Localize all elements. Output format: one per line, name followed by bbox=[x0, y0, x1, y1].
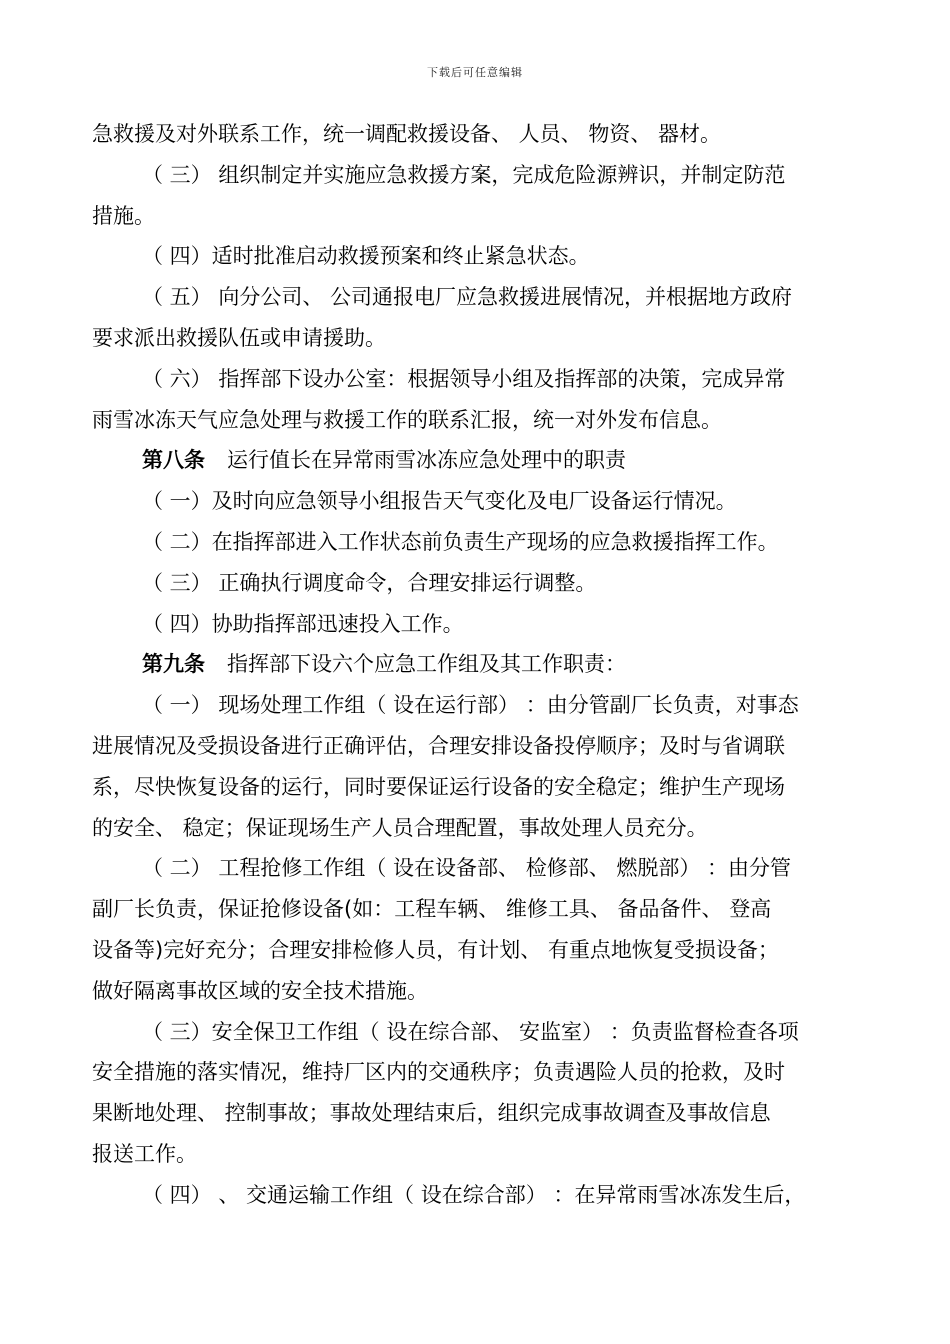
text-line bbox=[92, 1175, 862, 1216]
text-line bbox=[92, 563, 862, 604]
line-text: （ 一） 现场处理工作组（ 设在运行部） ：由分管副厂长负责，对事态 bbox=[142, 693, 799, 718]
article-title: 运行值长在异常雨雪冰冻应急处理中的职责 bbox=[227, 448, 626, 473]
text-line bbox=[92, 604, 862, 645]
line-text: 报送工作。 bbox=[92, 1141, 197, 1166]
line-text: 要求派出救援队伍或申请援助。 bbox=[92, 325, 386, 350]
line-text: 设备等)完好充分；合理安排检修人员，有计划、 有重点地恢复受损设备； bbox=[92, 937, 779, 962]
text-line bbox=[92, 1052, 862, 1093]
text-line bbox=[92, 726, 862, 767]
line-text: 雨雪冰冻天气应急处理与救援工作的联系汇报，统一对外发布信息。 bbox=[92, 407, 722, 432]
text-line bbox=[92, 277, 862, 318]
line-text: 安全措施的落实情况，维持厂区内的交通秩序；负责遇险人员的抢救，及时 bbox=[92, 1060, 785, 1085]
text-line bbox=[92, 971, 862, 1012]
page-header: 下载后可任意编辑 bbox=[427, 66, 523, 79]
article-number: 第八条 bbox=[142, 448, 205, 473]
text-line bbox=[92, 889, 862, 930]
line-text: （ 四）适时批准启动救援预案和终止紧急状态。 bbox=[142, 244, 590, 269]
text-line bbox=[92, 481, 862, 522]
line-text: （ 一）及时向应急领导小组报告天气变化及电厂设备运行情况。 bbox=[142, 489, 737, 514]
text-line bbox=[92, 1093, 862, 1134]
line-text: 副厂长负责，保证抢修设备(如：工程车辆、 维修工具、 备品备件、 登高 bbox=[92, 897, 772, 922]
article-number: 第九条 bbox=[142, 652, 205, 677]
document-body bbox=[92, 114, 862, 1216]
text-line bbox=[92, 400, 862, 441]
line-text: （ 五） 向分公司、 公司通报电厂应急救援进展情况，并根据地方政府 bbox=[142, 285, 793, 310]
text-line bbox=[92, 1012, 862, 1053]
text-line bbox=[92, 236, 862, 277]
line-text: 果断地处理、 控制事故；事故处理结束后，组织完成事故调查及事故信息 bbox=[92, 1101, 771, 1126]
line-text: （ 二） 工程抢修工作组（ 设在设备部、 检修部、 燃脱部） ：由分管 bbox=[142, 856, 792, 881]
line-text: （ 三）安全保卫工作组（ 设在综合部、 安监室） ：负责监督检查各项 bbox=[142, 1019, 799, 1044]
text-line bbox=[92, 848, 862, 889]
text-line bbox=[92, 522, 862, 563]
line-text: 进展情况及受损设备进行正确评估，合理安排设备投停顺序；及时与省调联 bbox=[92, 733, 785, 758]
text-line bbox=[92, 114, 862, 155]
line-text: 系，尽快恢复设备的运行，同时要保证运行设备的安全稳定；维护生产现场 bbox=[92, 774, 785, 799]
line-text: 做好隔离事故区域的安全技术措施。 bbox=[92, 978, 428, 1003]
line-text: （ 四）协助指挥部迅速投入工作。 bbox=[142, 611, 464, 636]
text-line bbox=[92, 685, 862, 726]
text-line bbox=[92, 196, 862, 237]
line-text: 措施。 bbox=[92, 203, 155, 228]
line-text: （ 六） 指挥部下设办公室：根据领导小组及指挥部的决策，完成异常 bbox=[142, 366, 786, 391]
line-text: （ 四） 、 交通运输工作组（ 设在综合部） ：在异常雨雪冰冻发生后， bbox=[142, 1182, 806, 1207]
text-line bbox=[92, 767, 862, 808]
article-heading bbox=[92, 440, 862, 481]
text-line bbox=[92, 318, 862, 359]
text-line bbox=[92, 155, 862, 196]
text-line bbox=[92, 1134, 862, 1175]
text-line bbox=[92, 359, 862, 400]
text-line bbox=[92, 808, 862, 849]
line-text: （ 二）在指挥部进入工作状态前负责生产现场的应急救援指挥工作。 bbox=[142, 529, 779, 554]
line-text: （ 三） 组织制定并实施应急救援方案，完成危险源辨识，并制定防范 bbox=[142, 162, 786, 187]
line-text: （ 三） 正确执行调度命令，合理安排运行调整。 bbox=[142, 570, 597, 595]
article-heading bbox=[92, 644, 862, 685]
text-line bbox=[92, 930, 862, 971]
line-text: 的安全、 稳定；保证现场生产人员合理配置，事故处理人员充分。 bbox=[92, 815, 708, 840]
article-title: 指挥部下设六个应急工作组及其工作职责： bbox=[227, 652, 626, 677]
line-text: 急救援及对外联系工作，统一调配救援设备、 人员、 物资、 器材。 bbox=[92, 122, 722, 146]
